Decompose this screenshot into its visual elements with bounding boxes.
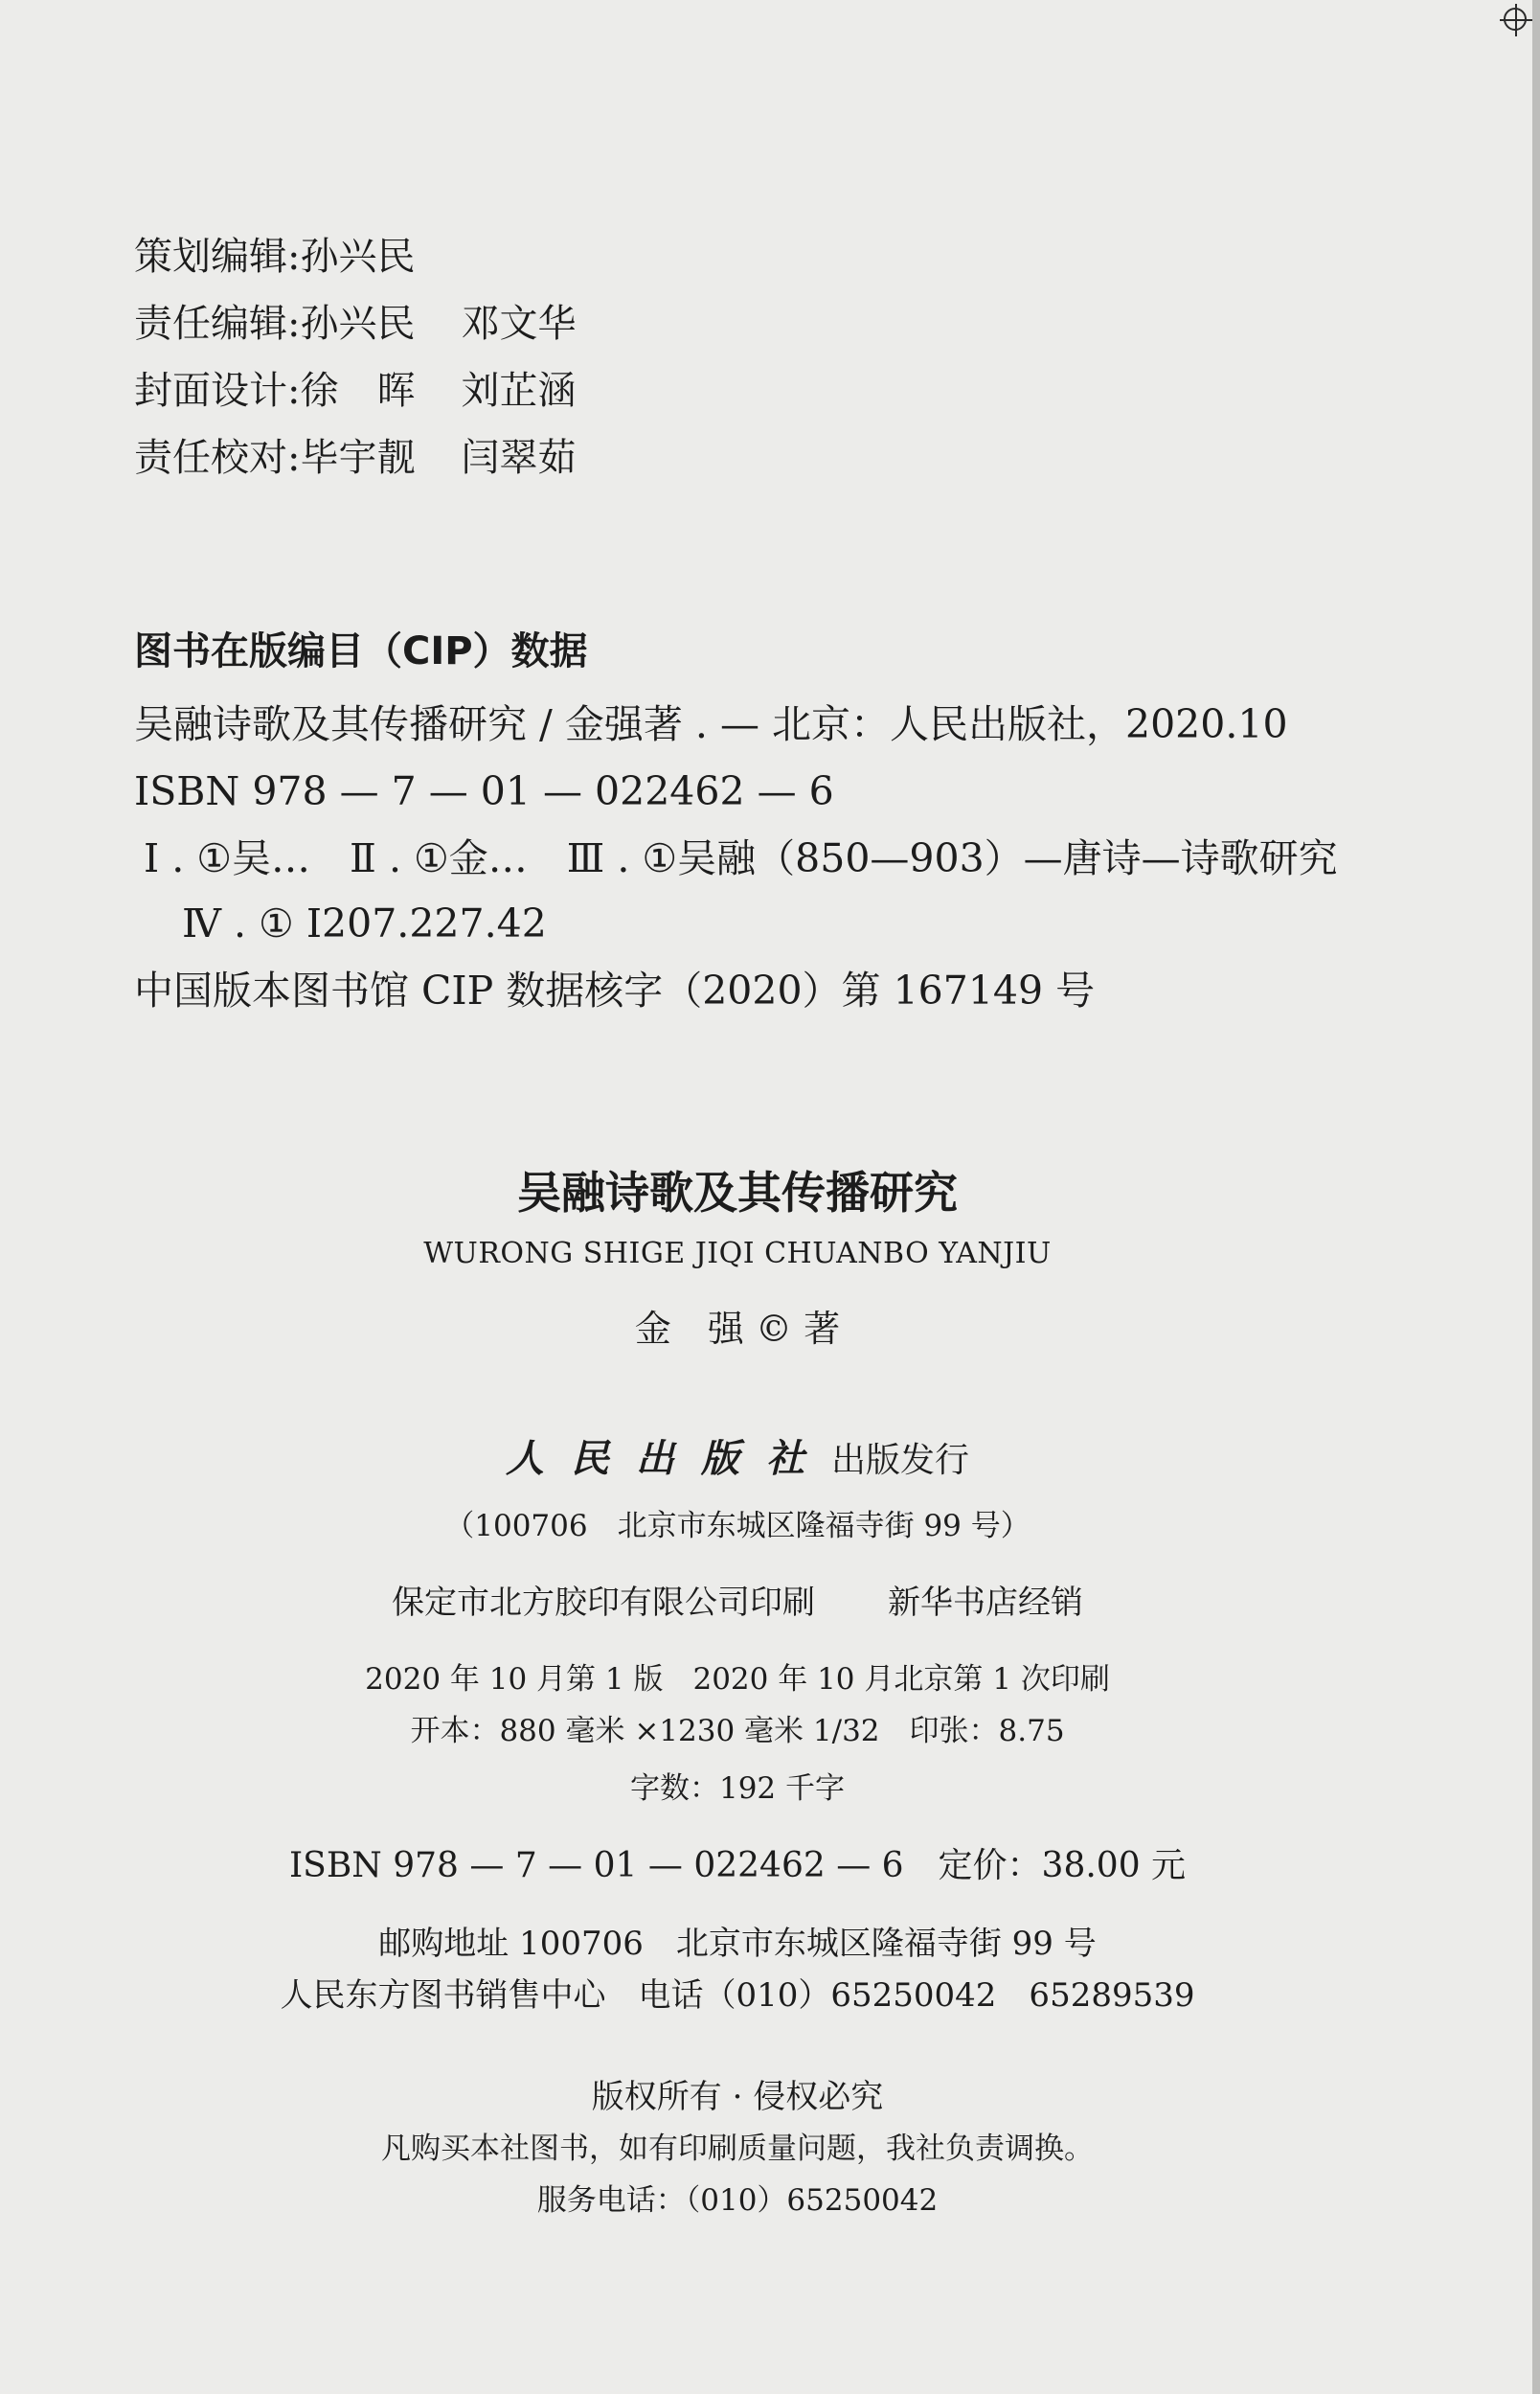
page-edge: [1532, 0, 1540, 2394]
format-info: 开本：880 毫米 ×1230 毫米 1/32 印张：8.75: [410, 1714, 1065, 1748]
word-count: 字数：192 千字: [629, 1771, 846, 1806]
credit-label: 封面设计:: [134, 369, 301, 413]
printer-distributor-line: [0, 1584, 1475, 1622]
cip-line-title: 吴融诗歌及其传播研究 / 金强著 . — 北京：人民出版社，2020.10: [134, 701, 1288, 747]
credit-name: 徐 晖: [300, 369, 416, 413]
credit-name: 毕宇靓: [300, 436, 416, 480]
cip-line-classification: Ⅰ . ①吴… Ⅱ . ①金… Ⅲ . ①吴融（850—903）—唐诗—诗歌研究: [144, 835, 1338, 881]
cip-line-class-number: Ⅳ . ① I207.227.42: [182, 901, 547, 946]
publisher-line: [0, 1436, 1475, 1481]
credit-cover-design: [134, 369, 577, 413]
publisher-name: 人民出版社: [505, 1436, 831, 1481]
publisher-suffix: 出版发行: [830, 1441, 969, 1480]
cip-heading: 图书在版编目（CIP）数据: [134, 629, 588, 673]
cip-line-record-number: 中国版本图书馆 CIP 数据核字（2020）第 167149 号: [134, 968, 1096, 1014]
distributor: 新华书店经销: [888, 1584, 1083, 1622]
credit-name: 闫翠茹: [461, 436, 577, 480]
book-title-pinyin: WURONG SHIGE JIQI CHUANBO YANJIU: [423, 1237, 1052, 1270]
credit-name: 邓文华: [461, 302, 577, 346]
credit-responsible-editor: [134, 302, 577, 346]
book-title: 吴融诗歌及其传播研究: [517, 1167, 958, 1219]
credit-name: 孙兴民: [300, 235, 416, 279]
credit-label: 责任校对:: [134, 436, 301, 480]
sales-center: 人民东方图书销售中心 电话（010）65250042 65289539: [280, 1976, 1195, 2015]
credit-label: 策划编辑:: [134, 235, 301, 279]
quality-notice: 凡购买本社图书，如有印刷质量问题，我社负责调换。: [381, 2132, 1094, 2166]
copyright-notice: 版权所有 · 侵权必究: [591, 2078, 884, 2116]
credit-name: 刘芷涵: [461, 369, 577, 413]
isbn-price: ISBN 978 — 7 — 01 — 022462 — 6 定价：38.00 元: [288, 1846, 1187, 1885]
credit-planning-editor: [134, 235, 416, 279]
cip-line-isbn: ISBN 978 — 7 — 01 — 022462 — 6: [134, 768, 834, 814]
mail-order-address: 邮购地址 100706 北京市东城区隆福寺街 99 号: [378, 1925, 1097, 1963]
credit-name: 孙兴民: [300, 302, 416, 346]
publisher-address: （100706 北京市东城区隆福寺街 99 号）: [444, 1509, 1030, 1543]
credit-proofreading: [134, 436, 577, 480]
edition-info: 2020 年 10 月第 1 版 2020 年 10 月北京第 1 次印刷: [365, 1662, 1110, 1697]
credit-label: 责任编辑:: [134, 302, 301, 346]
registration-mark-icon: [1504, 8, 1527, 31]
book-author: 金 强 © 著: [634, 1308, 841, 1350]
printer: 保定市北方胶印有限公司印刷: [392, 1584, 815, 1622]
service-phone: 服务电话：（010）65250042: [536, 2183, 939, 2218]
